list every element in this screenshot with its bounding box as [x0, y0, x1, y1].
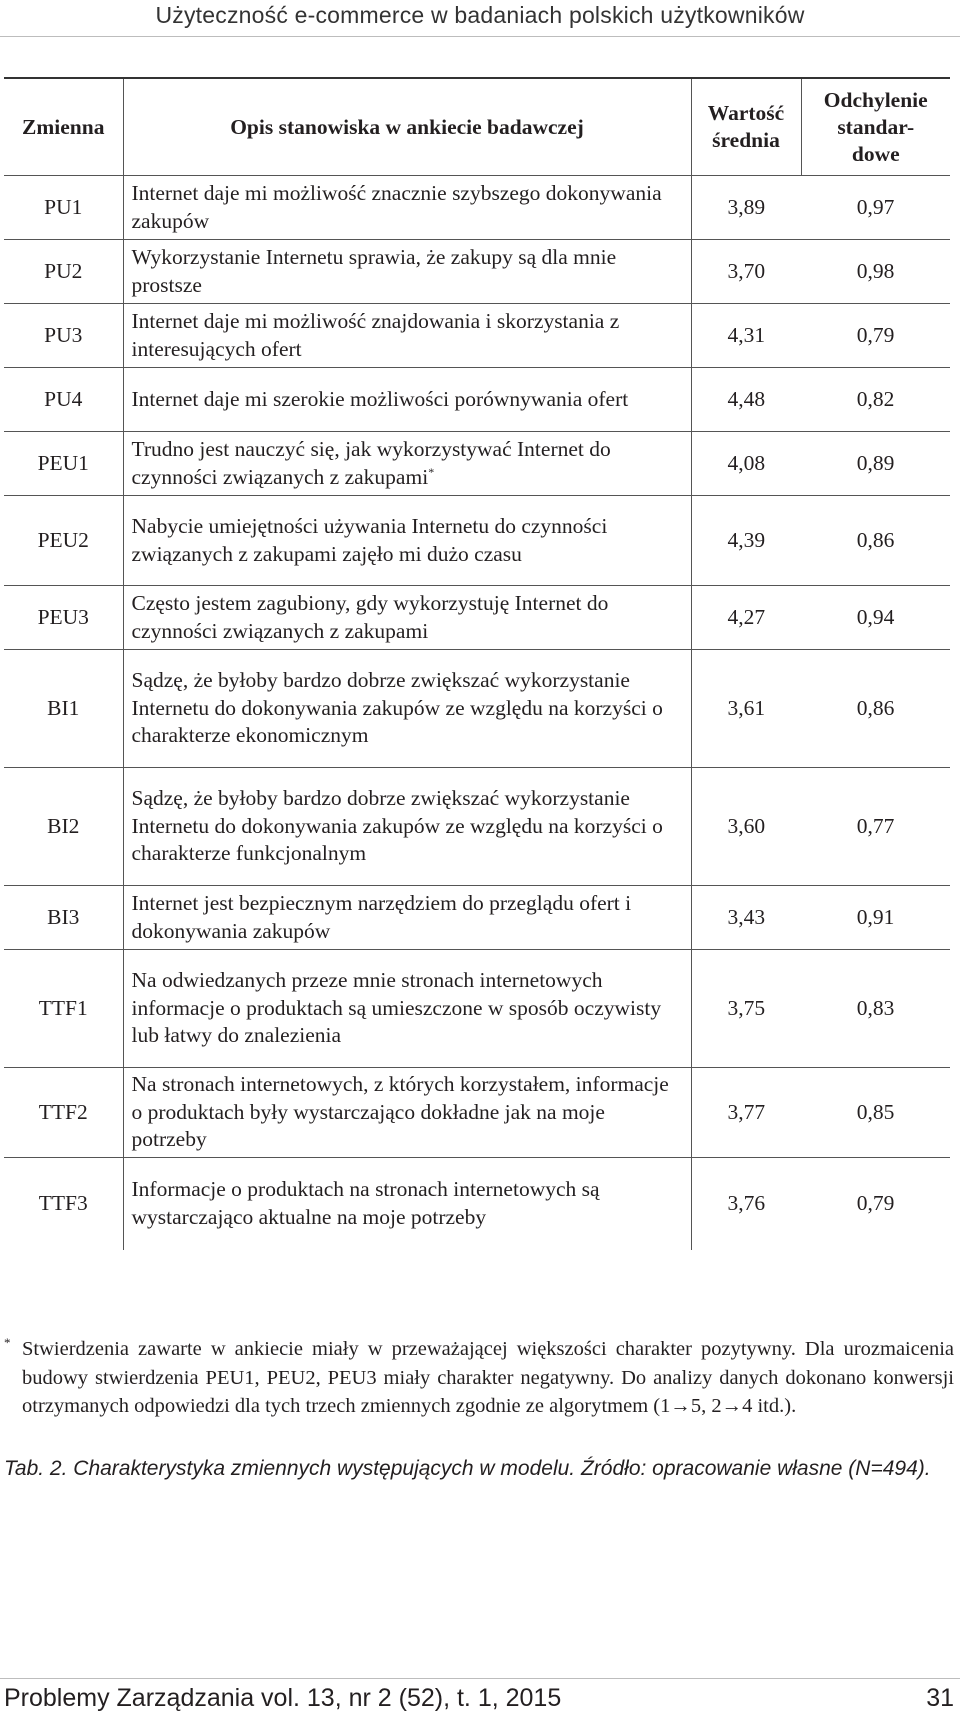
- table-header-row: [4, 78, 950, 176]
- sd-cell: 0,85: [801, 1068, 950, 1158]
- description-text: Nabycie umiejętności używania Internetu do czynności związanych z zakupami zajęło mi dużo czasu: [131, 514, 608, 566]
- variable-cell: TTF3: [4, 1158, 123, 1250]
- description-cell: [123, 586, 691, 650]
- footnote-text: Stwierdzenia zawarte w ankiecie miały w przeważającej większości charakter pozytywny. Dla urozmaicenia budowy stwierdzenia PEU1, PEU2, PEU3 miały charakter negatywny. Do analizy danych dokonano konwersji otrzymanych odpowiedzi dla tych trzech zmiennych zgodnie ze algorytmem (1→5, 2→4 itd.).: [22, 1338, 954, 1417]
- variable-cell: PEU1: [4, 432, 123, 496]
- description-text: Sądzę, że byłoby bardzo dobrze zwiększać wykorzystanie Internetu do dokonywania zakupów ze względu na korzyści o charakterze ekonomicznym: [131, 668, 663, 748]
- sd-cell: 0,83: [801, 950, 950, 1068]
- sd-cell: 0,79: [801, 304, 950, 368]
- mean-cell: 4,31: [691, 304, 801, 368]
- variable-cell: PU1: [4, 176, 123, 240]
- variable-cell: PEU2: [4, 496, 123, 586]
- table-row: [4, 886, 950, 950]
- mean-cell: 3,77: [691, 1068, 801, 1158]
- variable-cell: BI2: [4, 768, 123, 886]
- mean-cell: 3,89: [691, 176, 801, 240]
- sd-cell: 0,82: [801, 368, 950, 432]
- variable-cell: BI3: [4, 886, 123, 950]
- table-row: [4, 768, 950, 886]
- header-divider: [0, 36, 960, 37]
- sd-cell: 0,79: [801, 1158, 950, 1250]
- mean-cell: 3,76: [691, 1158, 801, 1250]
- mean-cell: 3,70: [691, 240, 801, 304]
- description-text: Informacje o produktach na stronach internetowych są wystarczająco aktualne na moje potrzeby: [131, 1177, 600, 1229]
- description-text: Na odwiedzanych przeze mnie stronach internetowych informacje o produktach są umieszczone w sposób oczywisty lub łatwy do znalezienia: [131, 968, 662, 1048]
- description-text: Często jestem zagubiony, gdy wykorzystuję Internet do czynności związanych z zakupami: [131, 591, 609, 643]
- header-mean-label: Wartość średnia: [707, 101, 785, 152]
- footnote-mark: *: [4, 1335, 11, 1350]
- mean-cell: 3,43: [691, 886, 801, 950]
- description-cell: [123, 368, 691, 432]
- table-row: [4, 586, 950, 650]
- sd-cell: 0,86: [801, 496, 950, 586]
- description-cell: [123, 496, 691, 586]
- description-cell: [123, 768, 691, 886]
- description-text: Internet daje mi szerokie możliwości porównywania ofert: [131, 386, 629, 411]
- table-row: [4, 432, 950, 496]
- running-head: Użyteczność e-commerce w badaniach polskich użytkowników: [155, 2, 805, 28]
- variable-cell: TTF2: [4, 1068, 123, 1158]
- header-description: Opis stanowiska w ankiecie badawczej: [123, 78, 691, 176]
- table-row: [4, 368, 950, 432]
- description-text: Na stronach internetowych, z których korzystałem, informacje o produktach były wystarczająco dokładne jak na moje potrzeby: [131, 1072, 669, 1152]
- mean-cell: 4,27: [691, 586, 801, 650]
- description-text: Internet daje mi możliwość znajdowania i skorzystania z interesujących ofert: [131, 309, 620, 361]
- sd-cell: 0,91: [801, 886, 950, 950]
- variables-table: [4, 77, 950, 1250]
- description-cell: [123, 886, 691, 950]
- sd-cell: 0,97: [801, 176, 950, 240]
- description-cell: [123, 176, 691, 240]
- sd-cell: 0,89: [801, 432, 950, 496]
- description-cell: [123, 1158, 691, 1250]
- table-caption: Tab. 2. Charakterystyka zmiennych występujących w modelu. Źródło: opracowanie własne (N=494).: [4, 1457, 931, 1480]
- journal-citation: Problemy Zarządzania vol. 13, nr 2 (52), t. 1, 2015: [4, 1684, 562, 1712]
- sd-cell: 0,77: [801, 768, 950, 886]
- description-cell: [123, 950, 691, 1068]
- table-row: [4, 1158, 950, 1250]
- description-text: Sądzę, że byłoby bardzo dobrze zwiększać wykorzystanie Internetu do dokonywania zakupów ze względu na korzyści o charakterze funkcjonalnym: [131, 786, 663, 866]
- mean-cell: 3,75: [691, 950, 801, 1068]
- variable-cell: PU4: [4, 368, 123, 432]
- description-cell: [123, 650, 691, 768]
- table-row: [4, 304, 950, 368]
- sd-cell: 0,86: [801, 650, 950, 768]
- sd-cell: 0,94: [801, 586, 950, 650]
- description-text: Trudno jest nauczyć się, jak wykorzystywać Internet do czynności związanych z zakupami: [131, 437, 611, 489]
- mean-cell: 3,61: [691, 650, 801, 768]
- description-cell: [123, 1068, 691, 1158]
- mean-cell: 4,39: [691, 496, 801, 586]
- table-row: [4, 950, 950, 1068]
- sd-cell: 0,98: [801, 240, 950, 304]
- description-cell: [123, 432, 691, 496]
- description-text: Internet daje mi możliwość znacznie szybszego dokonywania zakupów: [131, 181, 662, 233]
- table-row: [4, 240, 950, 304]
- header-sd: [801, 78, 950, 176]
- table-row: [4, 650, 950, 768]
- description-text: Wykorzystanie Internetu sprawia, że zakupy są dla mnie prostsze: [131, 245, 617, 297]
- page-number: 31: [926, 1684, 954, 1712]
- description-cell: [123, 304, 691, 368]
- table-row: [4, 176, 950, 240]
- footer-divider: [0, 1678, 960, 1679]
- variable-cell: BI1: [4, 650, 123, 768]
- header-mean: [691, 78, 801, 176]
- header-sd-label: Odchylenie standar-dowe: [823, 87, 928, 166]
- description-cell: [123, 240, 691, 304]
- variable-cell: TTF1: [4, 950, 123, 1068]
- table-row: [4, 496, 950, 586]
- mean-cell: 4,08: [691, 432, 801, 496]
- footnote-reference: *: [428, 464, 435, 479]
- variable-cell: PU2: [4, 240, 123, 304]
- variable-cell: PU3: [4, 304, 123, 368]
- table-row: [4, 1068, 950, 1158]
- description-text: Internet jest bezpiecznym narzędziem do przeglądu ofert i dokonywania zakupów: [131, 891, 632, 943]
- mean-cell: 3,60: [691, 768, 801, 886]
- variable-cell: PEU3: [4, 586, 123, 650]
- table-footnote: [4, 1335, 954, 1421]
- header-variable: Zmienna: [4, 78, 123, 176]
- mean-cell: 4,48: [691, 368, 801, 432]
